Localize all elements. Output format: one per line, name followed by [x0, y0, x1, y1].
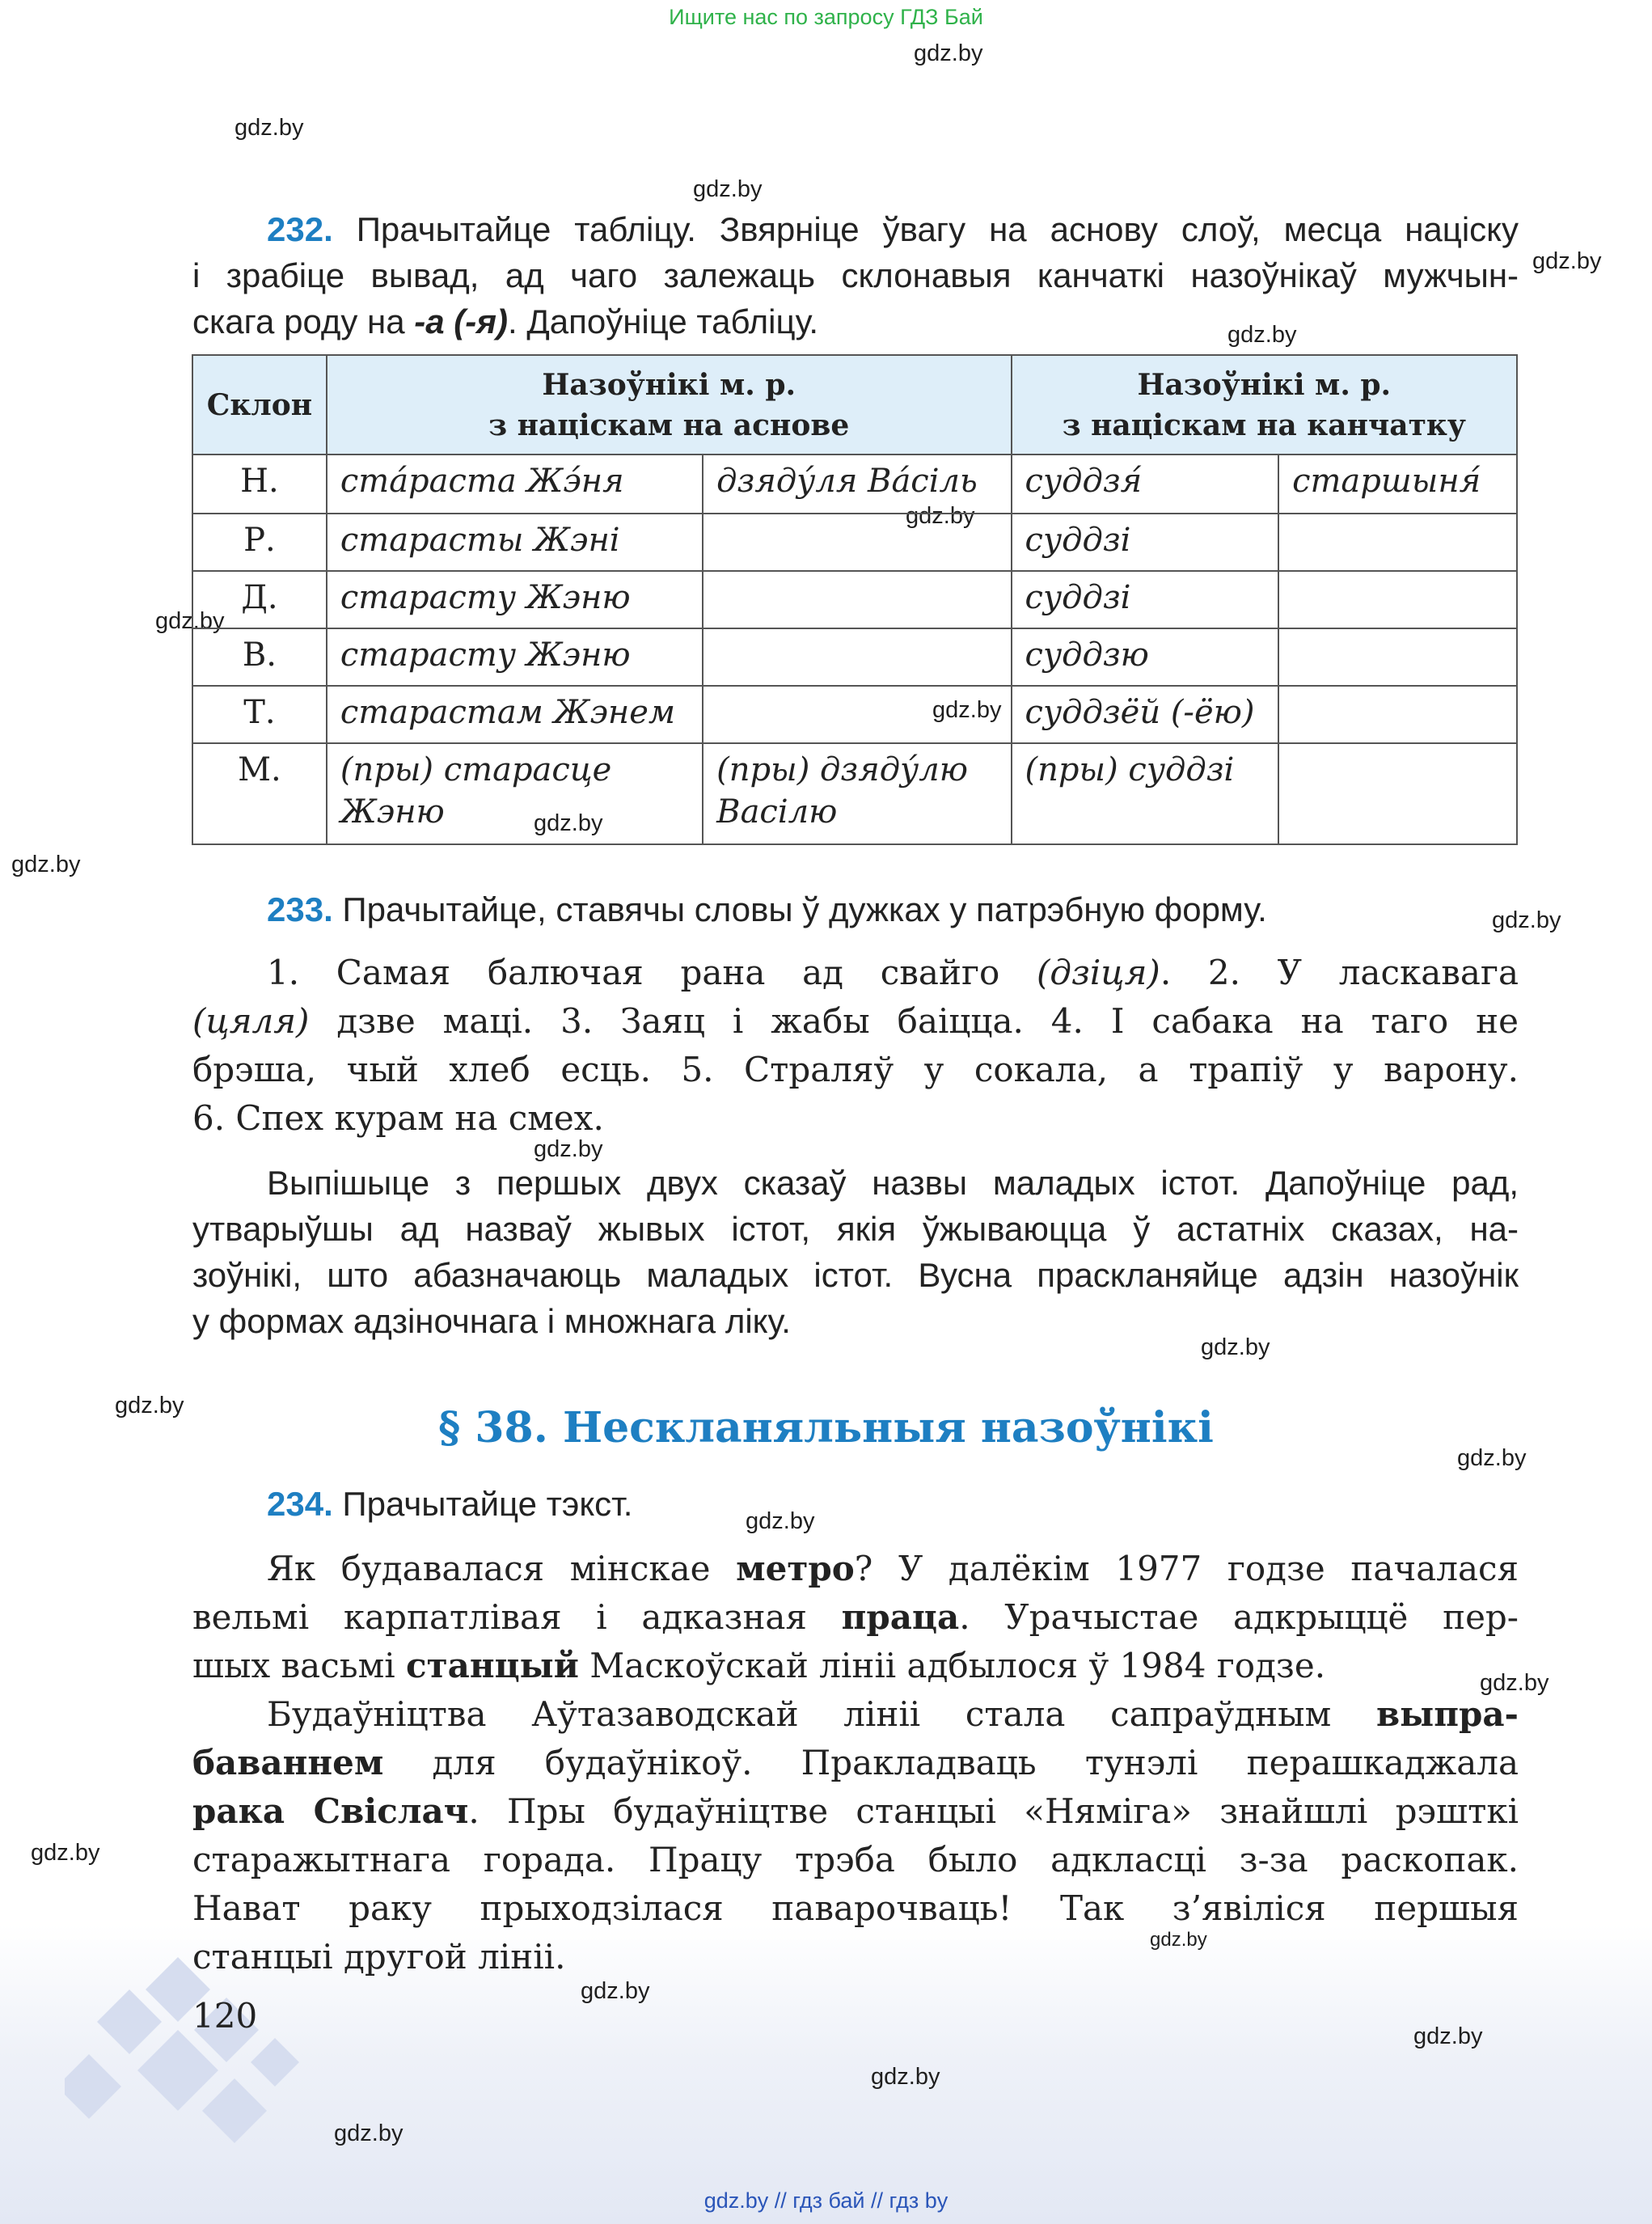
table-row: Н. ста́раста Жэ́ня дзяду́ля Ва́сіль суддзя́ старшыня́	[192, 455, 1517, 514]
ex233-task: Выпішыце з першых двух сказаў назвы маладых істот. Дапоўніце рад, утварыўшы ад назваў жывых істот, якія ўжываюцца ў астатніх сказах, на- зоўнікі, што абазначаюць маладых істот. Вусна праскланяйце адзін назоўнік у формах адзіночнага і множнага ліку.	[192, 1164, 1519, 1340]
table-row: М. (пры) старасце Жэню (пры) дзяду́лю Васілю (пры) суддзі	[192, 743, 1517, 844]
header-ending-stress: Назоўнікі м. р. з націскам на канчатку	[1012, 355, 1517, 455]
ex234-text: Як будавалася мінскае метро? У далёкім 1977 годзе пачалася вельмі карпатлівая і адказная праца. Урачыстае адкрыццё пер- шых васьмі станцый Маскоўскай лініі адбылося ў 1984 годзе. Будаўніцтва Аўтазаводскай лініі стала сапраўдным выпра- баваннем для будаўнікоў. Пракладваць тунэлі перашкаджала рака Свіслач. Пры будаўніцтве станцыі «Няміга» знайшлі рэшткі старажытнага горада. Працу трэба было адкласці з-за раскопак. Нават раку прыходзілася паварочваць! Так з’явіліся першыя станцыі другой лініі.	[192, 1549, 1519, 1977]
watermark: gdz.by	[1413, 2023, 1483, 2049]
declension-table	[192, 354, 1518, 845]
watermark: gdz.by	[746, 1508, 815, 1534]
ex232-line2: і зрабіце вывад, ад чаго залежаць склонавыя канчаткі назоўнікаў мужчын-	[192, 256, 1519, 294]
watermark: gdz.by	[534, 810, 603, 836]
bottom-banner[interactable]: gdz.by // гдз бай // гдз by	[703, 2188, 949, 2213]
exercise-234-instruction: 234. Прачытайце тэкст.	[267, 1485, 633, 1523]
table-row: Р. старасты Жэні суддзі	[192, 514, 1517, 571]
watermark: gdz.by	[155, 608, 225, 634]
section-title: § 38. Нескланяльныя назоўнікі	[438, 1403, 1214, 1452]
ex232-line3: скага роду на -а (-я). Дапоўніце табліцу.	[192, 302, 819, 340]
ex232-number: 232.	[267, 210, 333, 248]
page-number: 120	[192, 1996, 258, 2036]
watermark: gdz.by	[1201, 1334, 1270, 1360]
table-row: Д. старасту Жэню суддзі	[192, 571, 1517, 628]
ex233-number: 233.	[267, 890, 333, 928]
watermark: gdz.by	[1532, 248, 1602, 274]
watermark: gdz.by	[234, 115, 304, 141]
watermark: gdz.by	[1457, 1445, 1527, 1471]
watermark: gdz.by	[693, 176, 763, 202]
top-banner[interactable]: Ищите нас по запросу ГДЗ Бай	[669, 5, 983, 29]
header-stem-stress: Назоўнікі м. р. з націскам на аснове	[327, 355, 1012, 455]
watermark: gdz.by	[871, 2064, 940, 2090]
exercise-232	[192, 206, 1519, 345]
watermark: gdz.by	[1150, 1929, 1207, 1951]
watermark: gdz.by	[11, 852, 81, 877]
watermark: gdz.by	[115, 1393, 184, 1419]
watermark: gdz.by	[932, 697, 1002, 723]
watermark: gdz.by	[914, 40, 983, 66]
watermark: gdz.by	[1480, 1670, 1549, 1696]
table-row: Т. старастам Жэнем суддзёй (-ёю)	[192, 686, 1517, 743]
table-row: В. старасту Жэню суддзю	[192, 628, 1517, 686]
watermark: gdz.by	[1492, 907, 1561, 933]
ex233-sentences: 1. Самая балючая рана ад свайго (дзіця). 2. У ласкавага (цяля) дзве маці. 3. Заяц і жабы баіцца. 4. І сабака на таго не брэша, чый хлеб есць. 5. Страляў у сокала, а трапіў у варону. 6. Спех курам на смех.	[192, 953, 1519, 1138]
ex232-line1: 232. Прачытайце табліцу. Звярніце ўвагу на аснову слоў, месца націску	[267, 210, 1519, 248]
exercise-233-instruction: 233. Прачытайце, ставячы словы ў дужках у патрэбную форму.	[267, 890, 1267, 928]
decorative-diamonds	[65, 1957, 323, 2159]
ex234-number: 234.	[267, 1485, 333, 1523]
header-case: Склон	[192, 355, 327, 455]
watermark: gdz.by	[534, 1136, 603, 1162]
table-header-row	[192, 355, 1517, 455]
watermark: gdz.by	[581, 1978, 650, 2004]
watermark: gdz.by	[906, 503, 975, 529]
watermark: gdz.by	[31, 1840, 100, 1866]
watermark: gdz.by	[334, 2120, 403, 2146]
watermark: gdz.by	[1227, 322, 1297, 348]
ex232-ending: -а (-я)	[414, 302, 508, 340]
